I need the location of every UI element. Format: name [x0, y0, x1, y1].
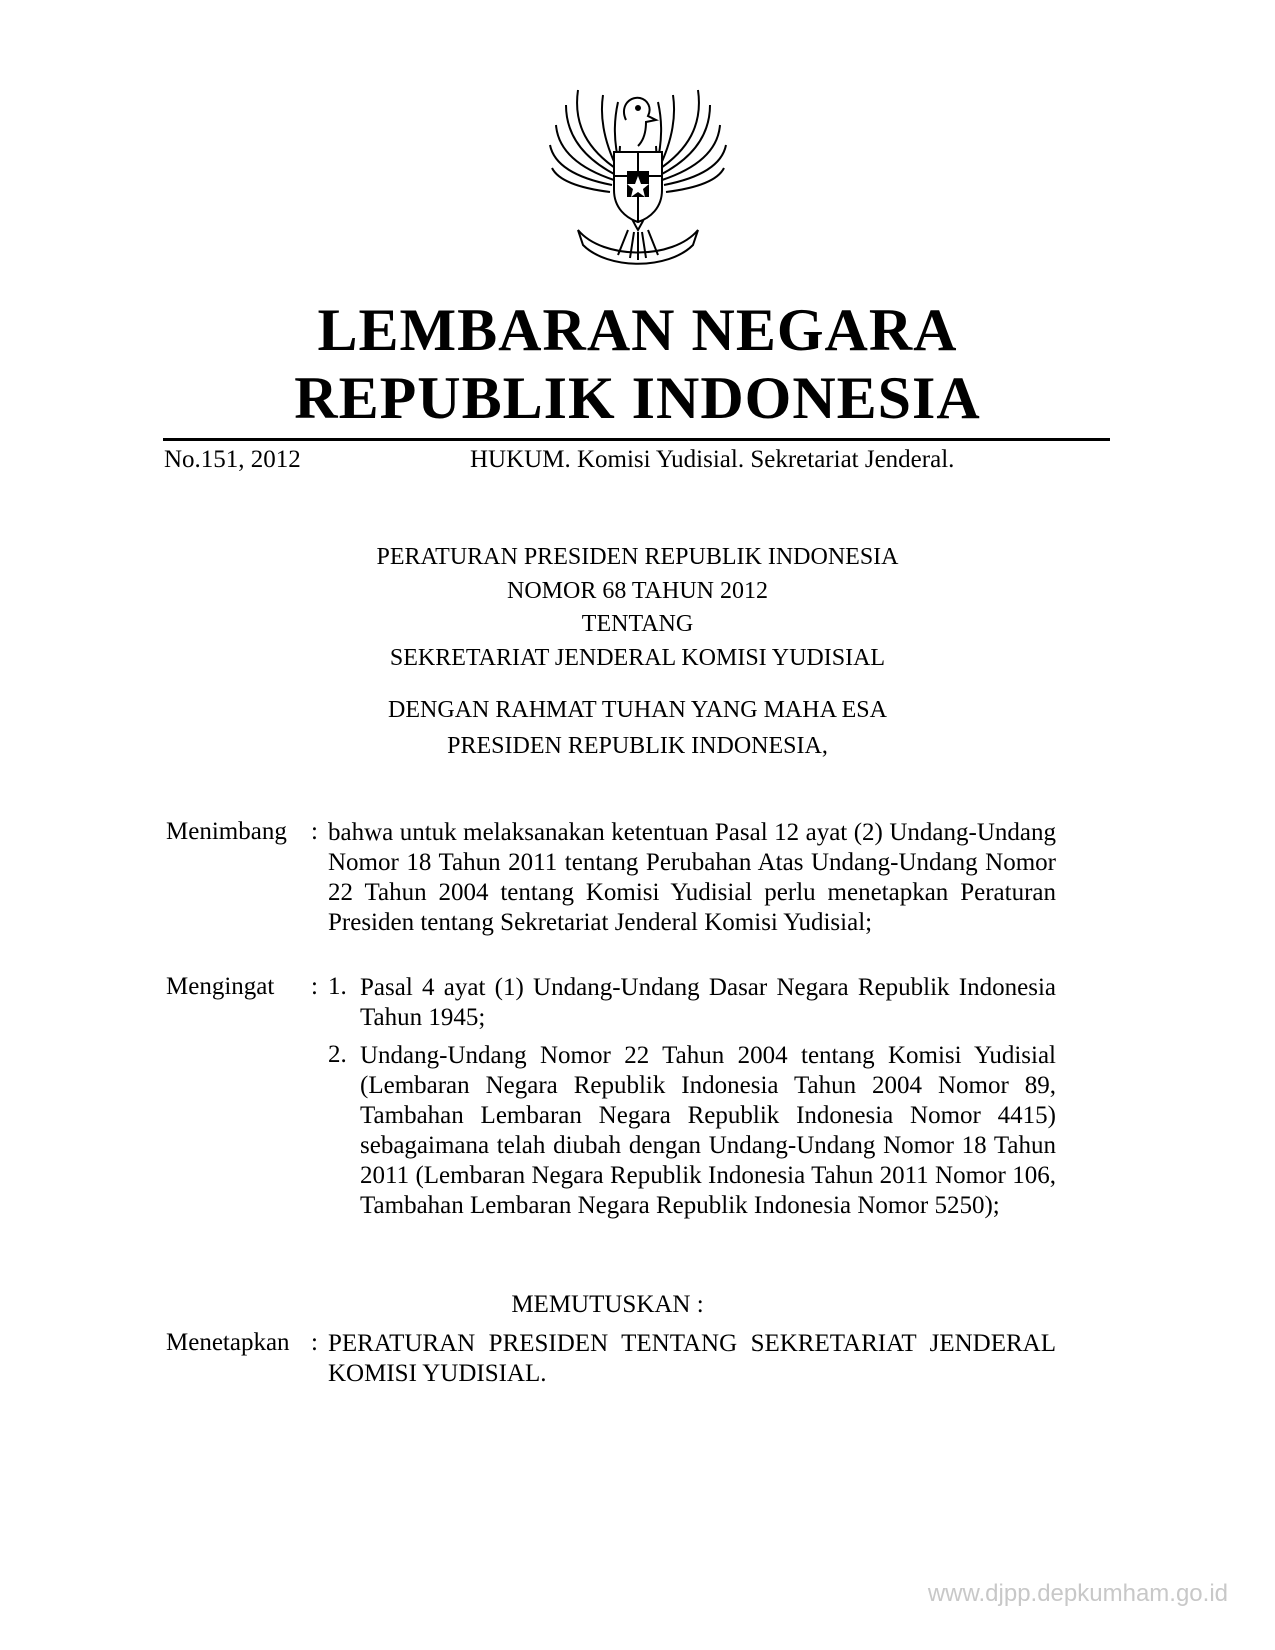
garuda-emblem	[548, 80, 728, 270]
regulation-about: TENTANG	[581, 611, 694, 637]
footer-url-link[interactable]: www.djpp.depkumham.go.id	[927, 1580, 1228, 1607]
mengingat-label: Mengingat	[166, 973, 275, 1000]
regulation-number: NOMOR 68 TAHUN 2012	[507, 578, 768, 604]
regulation-title: SEKRETARIAT JENDERAL KOMISI YUDISIAL	[389, 645, 886, 671]
menetapkan-label: Menetapkan	[166, 1329, 290, 1356]
mengingat-item-number: 1.	[328, 973, 347, 1000]
regulation-type: PERATURAN PRESIDEN REPUBLIK INDONESIA	[376, 544, 899, 570]
gazette-number: No.151, 2012	[164, 446, 301, 473]
menetapkan-colon: :	[311, 1329, 318, 1356]
mengingat-colon: :	[311, 973, 318, 1000]
menimbang-colon: :	[311, 818, 318, 845]
menimbang-label: Menimbang	[166, 818, 287, 845]
mengingat-item-text: Pasal 4 ayat (1) Undang-Undang Dasar Negara Republik Indonesia Tahun 1945;	[360, 974, 1056, 1031]
gazette-subject: HUKUM. Komisi Yudisial. Sekretariat Jenderal.	[470, 446, 955, 473]
menimbang-text: bahwa untuk melaksanakan ketentuan Pasal 12 ayat (2) Undang-Undang Nomor 18 Tahun 2011 tentang Perubahan Atas Undang-Undang Nomor 22 Tahun 2004 tentang Komisi Yudisial perlu menetapkan Peraturan Presiden tentang Sekretariat Jenderal Komisi Yudisial;	[328, 819, 1056, 936]
menetapkan-text: PERATURAN PRESIDEN TENTANG SEKRETARIAT JENDERAL KOMISI YUDISIAL.	[328, 1330, 1056, 1387]
mengingat-item-text: Undang-Undang Nomor 22 Tahun 2004 tentang Komisi Yudisial (Lembaran Negara Republik Indonesia Tahun 2004 Nomor 89, Tambahan Lembaran Negara Republik Indonesia Nomor 4415) sebagaimana telah diubah dengan Undang-Undang Nomor 18 Tahun 2011 (Lembaran Negara Republik Indonesia Tahun 2011 Nomor 106, Tambahan Lembaran Negara Republik Indonesia Nomor 5250);	[360, 1042, 1056, 1219]
memutuskan-heading: MEMUTUSKAN :	[511, 1291, 704, 1318]
mengingat-item-number: 2.	[328, 1041, 347, 1068]
gazette-title-line2: REPUBLIK INDONESIA	[294, 365, 981, 431]
title-divider	[163, 438, 1110, 441]
gazette-title-line1: LEMBARAN NEGARA	[317, 297, 958, 363]
issuer: PRESIDEN REPUBLIK INDONESIA,	[447, 733, 828, 759]
invocation: DENGAN RAHMAT TUHAN YANG MAHA ESA	[388, 697, 887, 723]
